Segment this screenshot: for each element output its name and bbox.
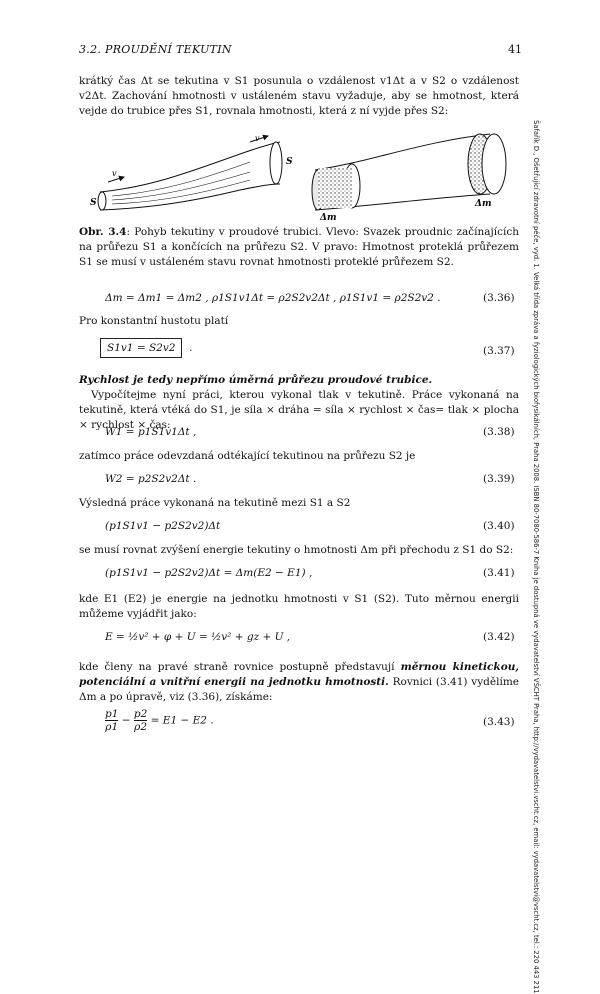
paragraph-result: Výsledná práce vykonaná na tekutině mezi S1 a S2 — [79, 497, 351, 509]
paragraph-const-density: Pro konstantní hustotu platí — [79, 315, 229, 327]
equation-number-3-38: (3.38) — [483, 426, 515, 438]
boxed-equation: S1v1 = S2v2 — [100, 338, 182, 358]
equation-3-40: (p1S1v1 − p2S2v2)Δt — [105, 520, 221, 532]
label-dm-left: Δm — [320, 213, 337, 222]
fraction-p2-rho2: $\frac{p2}{\rho 2}$ — [133, 708, 148, 733]
paragraph-energy: se musí rovnat zvýšení energie tekutiny o hmotnosti Δm při přechodu z S1 do S2: — [79, 544, 514, 556]
side-copyright-note: Šafařík D., Ošetřující zdravotní péče, vyd. 1. Velká třída zpráva a fyziologických biofysikálních, Praha 2008. ISBN 80-7080-586-7 Kniha je dostupná ve vydavatelství VŠCHT Praha, http://vydavatelstvi.vscht.cz, email: vydavatelstvi@vscht.cz, tel.: 220 443 211 — [532, 120, 540, 994]
equation-3-36: Δm = Δm1 = Δm2 , ρ1S1v1Δt = ρ2S2v2Δt , ρ1S1v1 = ρ2S2v2 . — [105, 292, 441, 304]
paragraph-work: Vypočítejme nyní práci, kterou vykonal tlak v tekutině. Práce vykonaná na tekutině, která vtéká do S1, je síla × dráha = síla × rychlost × čas= tlak × plocha × rychlost × čas: — [79, 389, 519, 431]
equation-3-43: $\frac{p1}{\rho 1}$ − $\frac{p2}{\rho 2}$ = E1 − E2 . — [105, 708, 214, 733]
terms-text-c: Rovnici (3.41) vydělíme Δm a po úpravě, viz (3.36), získáme: — [79, 676, 519, 703]
equation-number-3-43: (3.43) — [483, 716, 515, 728]
equation-3-42: E = ½v² + φ + U = ½v² + gz + U , — [105, 631, 291, 643]
terms-text-a: kde členy na pravé straně rovnice postupně představují — [79, 661, 401, 673]
stream-tube-figure — [90, 132, 530, 222]
figure-caption — [79, 225, 519, 270]
terms-emphasis: měrnou kinetickou, potenciální a vnitřní energii na jednotku hmotnosti. — [79, 661, 519, 688]
equation-3-41: (p1S1v1 − p2S2v2)Δt = Δm(E2 − E1) , — [105, 567, 313, 579]
equation-number-3-40: (3.40) — [483, 520, 515, 532]
equation-number-3-42: (3.42) — [483, 631, 515, 643]
label-v2: v — [255, 134, 260, 143]
equation-number-3-36: (3.36) — [483, 292, 515, 304]
equation-number-3-39: (3.39) — [483, 473, 515, 485]
rule-statement: Rychlost je tedy nepřímo úměrná průřezu proudové trubice. — [79, 374, 433, 386]
equation-3-43-rhs: = E1 − E2 . — [150, 714, 214, 727]
label-s2: S — [286, 157, 293, 167]
equation-3-39: W2 = p2S2v2Δt . — [105, 473, 197, 485]
caption-label: Obr. 3.4 — [79, 226, 127, 238]
equation-number-3-41: (3.41) — [483, 567, 515, 579]
label-dm-right: Δm — [475, 199, 492, 209]
paragraph-terms — [79, 660, 519, 705]
left-stream-tube — [98, 136, 282, 210]
paragraph-intro: krátký čas Δt se tekutina v S1 posunula o vzdálenost v1Δt a v S2 o vzdálenost v2Δt. Zachování hmotnosti v ustáleném stavu vyžaduje, aby se hmotnost, která vejde do trubice přes S1, rovnala hmotnosti, která z ní vyjde přes S2: — [79, 75, 519, 117]
caption-text: : Pohyb tekutiny v proudové trubici. Vlevo: Svazek proudnic začínajících na průřezu S1 a končících na průřezu S2. V pravo: Hmotnost proteklá průřezem S1 se musí v ustáleném stavu rovnat hmotnosti proteklé průřezem S2. — [79, 226, 519, 268]
equation-3-38: W1 = p1S1v1Δt , — [105, 426, 197, 438]
running-header: 3.2. PROUDĚNÍ TEKUTIN — [79, 43, 232, 56]
label-v1: v — [112, 169, 117, 178]
fraction-p1-rho1: $\frac{p1}{\rho 1}$ — [105, 708, 119, 733]
page-number: 41 — [508, 43, 522, 56]
paragraph-w2: zatímco práce odevzdaná odtékající tekutinou na průřezu S2 je — [79, 450, 416, 462]
equation-number-3-37: (3.37) — [483, 345, 515, 357]
equation-3-37: S1v1 = S2v2 . — [100, 338, 192, 358]
paragraph-specific-energy: kde E1 (E2) je energie na jednotku hmotnosti v S1 (S2). Tuto měrnou energii můžeme vyjádřit jako: — [79, 593, 519, 620]
label-s1: S — [90, 198, 97, 208]
